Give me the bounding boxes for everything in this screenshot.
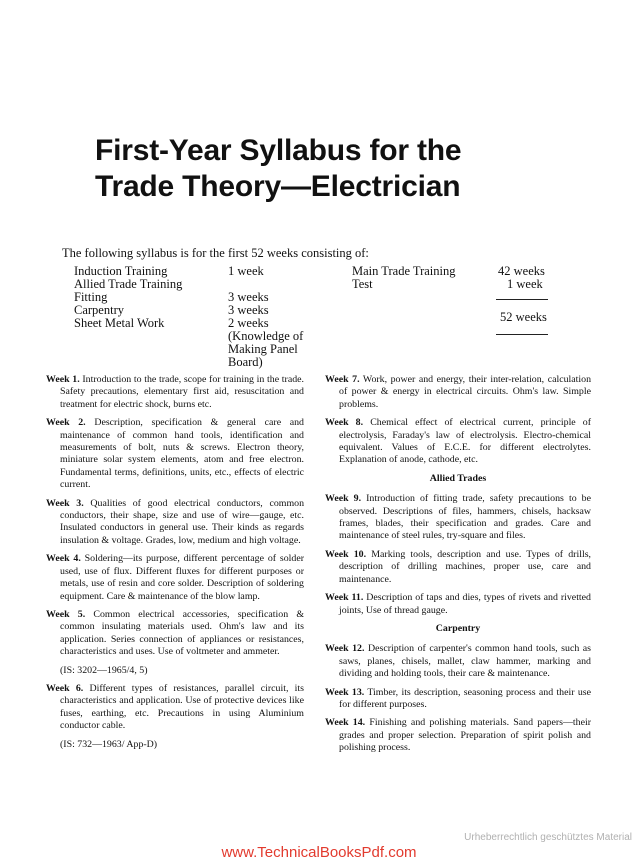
week-text: Qualities of good electrical conductors, common conductors, their shape, size and use of wire—gauge, etc. Insulated conductors in general use. Their kinds as regards insulation & voltage. Grades, low, medium and high voltage. — [60, 497, 305, 546]
schedule-item-name: Fitting — [74, 290, 108, 304]
footer-site-link[interactable]: www.TechnicalBooksPdf.com — [221, 844, 417, 861]
section-heading: Carpentry — [435, 622, 481, 634]
week-entry — [46, 374, 304, 411]
week-text: Introduction to the trade, scope for training in the trade. Safety precautions, elementary first aid, resuscitation and treatment for electric shock, burns etc. — [60, 374, 304, 410]
week-entry — [325, 549, 591, 586]
schedule-item-name: Induction Training — [74, 264, 168, 278]
week-label: Week 7. — [325, 374, 360, 385]
week-label: Week 4. — [46, 553, 81, 565]
week-entry — [46, 417, 304, 491]
schedule-item-name: Sheet Metal Work — [74, 316, 165, 330]
week-label: Week 6. — [46, 682, 84, 694]
week-label: Week 13. — [325, 686, 365, 698]
week-text: Chemical effect of electrical current, principle of electrolysis, Faraday's law of electrolysis. Electro-chemical equivalent. Values of E.C.E. for different electrolytes. Explanation of anode, cathode, etc. — [339, 417, 592, 466]
standard-reference: (IS: 3202—1965/4, 5) — [60, 664, 148, 676]
schedule-item-duration: 3 weeks — [228, 303, 269, 317]
week-text: Introduction of fitting trade, safety precautions to be observed. Descriptions of files, hammers, chisels, hacksaw frames, blades, their specification and grades. Care and maintenance of steel rules, try-square and files. — [339, 493, 592, 542]
week-label: Week 1. — [46, 374, 80, 385]
schedule-item-name: Allied Trade Training — [74, 277, 183, 291]
week-text: Common electrical accessories, specification & common insulating materials used. Ohm's law and its application. Series connection of appliances or resistances, characteristics and uses. Use of voltmeter and ammeter. — [60, 608, 305, 658]
sum-rule — [496, 299, 548, 300]
week-text: Different types of resistances, parallel circuit, its characteristics and application. Use of protective devices like fuses, earthing, etc. Precautions in using Aluminium conductor cable. — [60, 682, 305, 732]
week-entry — [46, 498, 304, 548]
schedule-note-line: Making Panel — [228, 342, 298, 356]
week-entry — [325, 592, 591, 617]
week-entry — [325, 687, 591, 712]
schedule-total: 52 weeks — [500, 310, 547, 324]
schedule-item-name: Carpentry — [74, 303, 124, 317]
week-text: Finishing and polishing materials. Sand papers—their grades and proper selection. Preparation of spirit polish and polishing process. — [339, 717, 591, 754]
schedule-note-line: (Knowledge of — [228, 329, 304, 343]
week-entry — [325, 717, 591, 754]
schedule-item-duration: 3 weeks — [228, 290, 269, 304]
schedule-item-duration: 42 weeks — [498, 264, 545, 278]
week-text: Description of taps and dies, types of rivets and rivetted joints, Use of thread gauge. — [339, 592, 591, 616]
title-line-2: Trade Theory—Electrician — [95, 170, 461, 203]
week-text: Description of carpenter's common hand tools, such as saws, planes, chisels, mallet, claw hammer, marking and dividing and holding tools, their care & maintenance. — [339, 643, 592, 680]
week-label: Week 10. — [325, 548, 367, 560]
copyright-watermark: Urheberrechtlich geschütztes Material — [464, 832, 632, 843]
page-title — [95, 133, 461, 205]
schedule-note-line: Board) — [228, 355, 263, 369]
week-entry — [325, 417, 591, 467]
week-entry — [325, 643, 591, 680]
week-label: Week 8. — [325, 417, 364, 429]
week-entry — [46, 683, 304, 733]
intro-text: The following syllabus is for the first 52 weeks consisting of: — [62, 246, 369, 260]
week-entry — [325, 493, 591, 543]
syllabus-column-left — [46, 374, 304, 757]
week-text: Marking tools, description and use. Types of drills, description of drilling machines, proper use, care and maintenance. — [339, 548, 592, 585]
week-label: Week 2. — [46, 417, 86, 429]
schedule-item-duration: 1 week — [507, 277, 543, 291]
week-text: Work, power and energy, their inter-relation, calculation of power & energy in electrical circuits. Ohm's law. Simple problems. — [339, 374, 592, 410]
week-label: Week 9. — [325, 493, 362, 505]
week-entry — [46, 609, 304, 659]
schedule-item-name: Test — [352, 277, 373, 291]
week-text: Soldering—its purpose, different percentage of solder used, use of flux. Different fluxes for different purposes or metals, use of resin and core solder. Description of soldering equipment. Care & maintenance of the blow lamp. — [60, 553, 304, 602]
week-entry — [325, 374, 591, 411]
week-label: Week 12. — [325, 643, 365, 655]
syllabus-column-right — [325, 374, 591, 761]
schedule-item-name: Main Trade Training — [352, 264, 456, 278]
section-heading: Allied Trades — [429, 472, 487, 484]
title-line-1: First-Year Syllabus for the — [95, 134, 462, 167]
standard-reference: (IS: 732—1963/ App-D) — [60, 738, 158, 750]
week-text: Timber, its description, seasoning process and their use for different purposes. — [339, 686, 591, 710]
week-label: Week 3. — [46, 497, 84, 509]
schedule-item-duration: 2 weeks — [228, 316, 269, 330]
week-label: Week 11. — [325, 592, 364, 604]
week-entry — [46, 553, 304, 603]
week-label: Week 5. — [46, 608, 86, 620]
schedule-item-duration: 1 week — [228, 264, 264, 278]
total-rule — [496, 334, 548, 335]
week-text: Description, specification & general care and maintenance of common hand tools, identification and measurements of bolt, nuts & screws. Electron theory, miniature solar system elements, atom and free electron. Fundamental terms, definitions, units, etc., effects of electric current. — [60, 417, 304, 491]
week-label: Week 14. — [325, 717, 366, 729]
